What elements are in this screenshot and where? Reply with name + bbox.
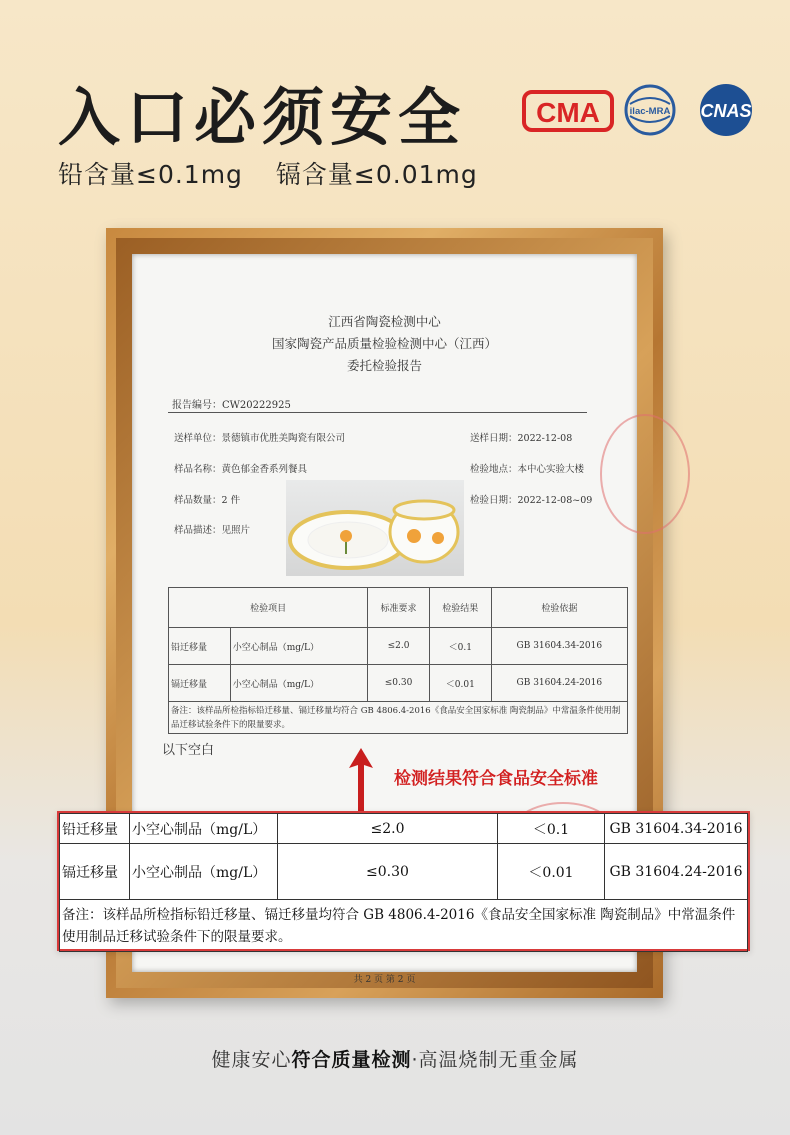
header-item: 检验项目 — [169, 588, 368, 628]
table-row: 铅迁移量 小空心制品（mg/L） ≤2.0 ＜0.1 GB 31604.34-2016 — [60, 814, 748, 844]
callout-text: 检测结果符合食品安全标准 — [394, 769, 598, 789]
client-field: 送样单位：景德镇市优胜美陶瓷有限公司 — [174, 433, 346, 444]
test-date-field: 检验日期：2022-12-08~09 — [470, 495, 593, 506]
cnas-logo — [700, 84, 752, 136]
header-standard: 标准要求 — [368, 588, 430, 628]
report-type: 委托检验报告 — [346, 358, 422, 373]
report-number: 报告编号：CW20222925 — [172, 400, 291, 411]
org-line-2: 国家陶瓷产品质量检验检测中心（江西） — [271, 336, 497, 351]
blank-below: 以下空白 — [162, 743, 215, 758]
sample-date-field: 送样日期：2022-12-08 — [470, 433, 573, 444]
zoomed-note: 备注：该样品所检指标铅迁移量、镉迁移量均符合 GB 4806.4-2016《食品安全国家标准 陶瓷制品》中常温条件使用制品迁移试验条件下的限量要求。 — [60, 900, 748, 952]
svg-text:CMA: CMA — [536, 97, 600, 128]
svg-text:CNAS: CNAS — [700, 101, 752, 121]
header-result: 检验结果 — [429, 588, 491, 628]
sample-qty-field: 样品数量：2 件 — [174, 495, 241, 506]
svg-text:ilac-MRA: ilac-MRA — [629, 106, 671, 117]
tableware-image — [286, 480, 464, 576]
zoomed-results — [57, 811, 750, 951]
org-line-1: 江西省陶瓷检测中心 — [328, 314, 441, 329]
zoomed-results-table — [59, 813, 748, 952]
header-basis: 检验依据 — [491, 588, 627, 628]
results-table — [168, 587, 628, 734]
test-location-field: 检验地点：本中心实验大楼 — [470, 464, 585, 475]
headline: 入口必须安全 — [58, 81, 467, 154]
table-note: 备注：该样品所检指标铅迁移量、镉迁移量均符合 GB 4806.4-2016《食品安全国家标准 陶瓷制品》中常温条件使用制品迁移试验条件下的限量要求。 — [169, 702, 628, 734]
cma-logo — [524, 92, 612, 130]
lead-limit: 铅含量≤0.1mg — [58, 160, 243, 189]
table-row: 铅迁移量 小空心制品（mg/L） ≤2.0 ＜0.1 GB 31604.34-2016 — [169, 628, 628, 665]
official-seal-top — [600, 414, 690, 534]
ilac-mra-logo — [626, 86, 674, 134]
footer-tagline: 健康安心符合质量检测·高温烧制无重金属 — [211, 1049, 579, 1071]
table-row: 镉迁移量 小空心制品（mg/L） ≤0.30 ＜0.01 GB 31604.24-2016 — [169, 665, 628, 702]
sample-desc-field: 样品描述：见照片 — [174, 525, 251, 536]
subheadline — [58, 155, 502, 191]
table-row: 镉迁移量 小空心制品（mg/L） ≤0.30 ＜0.01 GB 31604.24-2016 — [60, 844, 748, 900]
certification-logos — [522, 82, 762, 142]
cadmium-limit: 镉含量≤0.01mg — [275, 160, 478, 189]
sample-photo — [286, 480, 464, 576]
sample-name-field: 样品名称：黄色郁金香系列餐具 — [174, 464, 308, 475]
page-footer: 共 2 页 第 2 页 — [353, 975, 416, 985]
